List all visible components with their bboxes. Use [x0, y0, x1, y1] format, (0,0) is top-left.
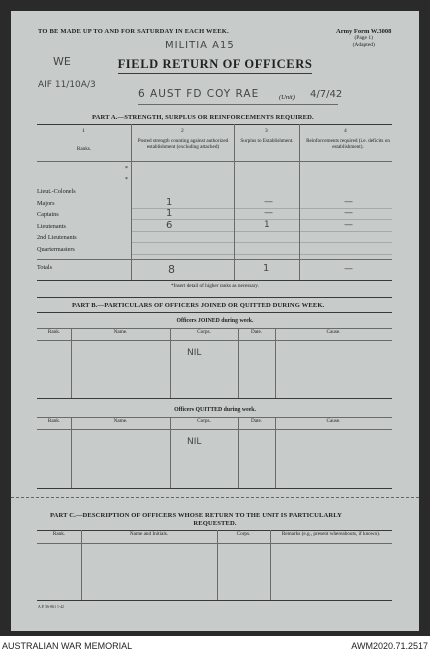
quitted-col-header: Date. — [250, 418, 263, 424]
part-b-title: PART B.—PARTICULARS OF OFFICERS JOINED OR QUITTED DURING WEEK. — [72, 302, 325, 309]
handwritten-nil-joined: NIL — [187, 348, 202, 358]
joined-col-header: Cause. — [326, 329, 341, 335]
form-status: (Adapted) — [352, 42, 375, 48]
archive-footer — [0, 641, 430, 653]
partc-col-header: Name and Initials. — [129, 531, 169, 537]
reinforcements-value: — — [344, 208, 353, 219]
form-id — [336, 28, 391, 49]
handwritten-unit-name: 6 AUST FD COY RAE — [138, 88, 260, 100]
surplus-value: 1 — [264, 219, 270, 230]
part-a-footnote: *Insert detail of higher ranks as necessary. — [171, 283, 259, 289]
col-num-4: 4 — [344, 128, 347, 134]
posted-value: 6 — [166, 219, 173, 231]
quitted-col-header: Rank. — [47, 418, 61, 424]
quitted-title: Officers QUITTED during week. — [174, 407, 256, 413]
instruction-text: TO BE MADE UP TO AND FOR SATURDAY IN EACH WEEK. — [38, 28, 229, 35]
rank-label: Majors — [37, 199, 55, 207]
joined-col-header: Name. — [113, 329, 128, 335]
rank-label: Quartermasters — [37, 246, 75, 253]
rank-label: Lieut.-Colonels — [37, 188, 76, 195]
quitted-col-header: Corps. — [197, 418, 211, 424]
form-name: Army Form W.3008 — [336, 28, 392, 35]
handwritten-aif-ref: AIF 11/10A/3 — [38, 80, 96, 90]
totals-label: Totals — [37, 264, 53, 271]
col-header-reinforcements: Reinforcements required (i.e. deficits on establishment). — [306, 138, 390, 150]
col-num-2: 2 — [181, 128, 184, 134]
surplus-value: — — [264, 196, 273, 207]
unit-label: (Unit) — [279, 94, 295, 101]
part-c-title-line2: REQUESTED. — [193, 520, 237, 527]
col-num-1: 1 — [82, 128, 85, 134]
total-reinforcements: — — [344, 264, 353, 274]
partc-col-header: Remarks (e.g., present whereabouts, if known). — [281, 531, 381, 537]
col-header-ranks: Ranks. — [76, 146, 92, 152]
quitted-col-header: Name. — [113, 418, 128, 424]
total-posted: 8 — [168, 263, 175, 276]
col-num-3: 3 — [265, 128, 268, 134]
surplus-value: — — [264, 208, 273, 219]
partc-col-header: Corps. — [236, 531, 251, 537]
footer-right: AWM2020.71.2517 — [351, 641, 428, 651]
rank-label: 2nd Lieutenants — [37, 234, 77, 242]
reinforcements-value: — — [344, 219, 353, 230]
col-header-posted: Posted strength counting against authorized establishment (excluding attached) — [137, 138, 229, 150]
joined-col-header: Corps. — [197, 329, 211, 335]
col-header-surplus: Surplus to Establishment. — [240, 138, 294, 144]
handwritten-date: 4/7/42 — [310, 89, 343, 100]
total-surplus: 1 — [263, 263, 270, 274]
reinforcements-value: — — [344, 196, 353, 207]
part-c-title-line1: PART C.—DESCRIPTION OF OFFICERS WHOSE RETURN TO THE UNIT IS PARTICULARLY — [50, 512, 342, 519]
joined-col-header: Rank. — [47, 329, 61, 335]
form-page: (Page 1) — [354, 35, 373, 41]
perforation-line — [11, 497, 419, 498]
joined-col-header: Date. — [250, 329, 263, 335]
handwritten-we: WE — [53, 55, 71, 68]
part-a-title: PART A.—STRENGTH, SURPLUS OR REINFORCEMENTS REQUIRED. — [92, 114, 314, 121]
handwritten-nil-quitted: NIL — [187, 437, 202, 447]
rank-label: Captains — [37, 211, 59, 219]
partc-col-header: Rank. — [52, 531, 66, 537]
posted-value: 1 — [166, 208, 173, 220]
quitted-col-header: Cause. — [326, 418, 341, 424]
joined-title: Officers JOINED during week. — [176, 318, 254, 324]
handwritten-militia: MILITIA A15 — [165, 40, 235, 51]
footer-left: AUSTRALIAN WAR MEMORIAL — [2, 641, 133, 651]
print-code: A.P. 56-861 1-42 — [38, 605, 64, 609]
form-title: FIELD RETURN OF OFFICERS — [117, 57, 313, 71]
rank-label: Lieutenants — [37, 222, 66, 230]
posted-value: 1 — [166, 196, 173, 208]
